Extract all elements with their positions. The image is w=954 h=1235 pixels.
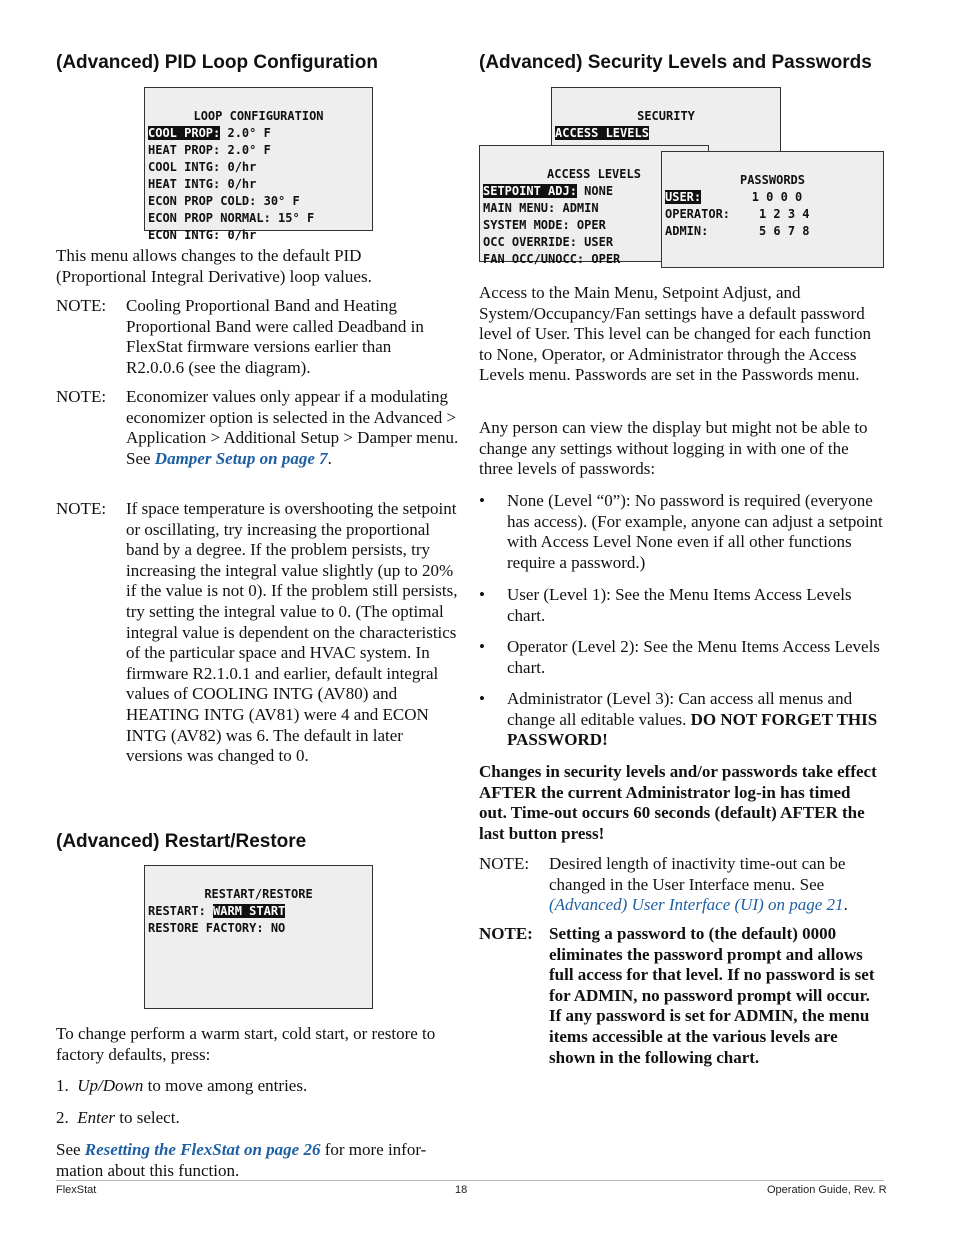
lcd-warm-start-selected: WARM START bbox=[213, 904, 286, 918]
lcd-econ-intg: ECON INTG: 0/hr bbox=[148, 228, 257, 242]
lcd-loop-configuration bbox=[144, 87, 373, 242]
footer-product: FlexStat bbox=[56, 1184, 97, 1196]
pid-note-1: Cooling Proportional Band and Heating Proportional Band were called Deadband in FlexStat firmware versions earlier than R2.0.0.6 (see the diagram). bbox=[126, 296, 424, 377]
lcd-econ-prop-normal: ECON PROP NORMAL: 15° F bbox=[148, 211, 315, 225]
heading-pid-loop: (Advanced) PID Loop Configuration bbox=[56, 52, 378, 73]
bullet-icon: • bbox=[479, 491, 485, 510]
lcd-access-levels-selected: ACCESS LEVELS bbox=[555, 126, 649, 140]
security-p1: Access to the Main Menu, Setpoint Adjust, and System/Occupancy/Fan settings have a default password level of User. This level can be changed for each function to None, Operator, or Administrator through the Access Levels menu. Passwords are set in the Passwords menu. bbox=[479, 283, 871, 385]
lcd-passwords bbox=[661, 151, 884, 268]
lcd-title: SECURITY bbox=[637, 109, 695, 123]
step-1: 1. Up/Down to move among entries. bbox=[56, 1076, 308, 1095]
lcd-heat-intg: HEAT INTG: 0/hr bbox=[148, 177, 257, 191]
pid-note-2: Economizer values only appear if a modulating economizer option is selected in the Advanced > Application > Additional Setup > Damper menu. See Damper Setup on page 7. bbox=[126, 387, 459, 468]
lcd-setpoint-adj-selected: SETPOINT ADJ: bbox=[483, 184, 577, 198]
lcd-cool-prop-value: 2.0° F bbox=[220, 126, 271, 140]
note-label: NOTE: bbox=[479, 854, 530, 873]
note-label: NOTE: bbox=[56, 499, 107, 518]
pid-note-3: If space temperature is overshooting the setpoint or oscillating, try increasing the proportional band by a degree. If the problem persists, try increasing the integral value slightly (up to 20% if the value is not 0). If the problem still persists, try setting the integral value to 0. (The optimal integral value is dependent on the characteristics of the particular space and HVAC system. In firmware R2.1.0.1 and earlier, default integral values of COOLING INTG (AV80) and HEATING INTG (AV81) were 4 and ECON INTG (AV82) was 6. The default in later versions was changed to 0. bbox=[126, 499, 458, 766]
lcd-restore-factory: RESTORE FACTORY: NO bbox=[148, 921, 286, 935]
lcd-occ-override: OCC OVERRIDE: USER bbox=[483, 235, 614, 249]
lcd-title: RESTART/RESTORE bbox=[204, 887, 313, 901]
lcd-title: PASSWORDS bbox=[739, 173, 806, 187]
restart-intro: To change perform a warm start, cold start, or restore to factory defaults, press: bbox=[56, 1024, 436, 1064]
security-p2: Any person can view the display but might not be able to change any settings without logging in with one of the three levels of passwords: bbox=[479, 418, 868, 479]
lcd-admin-label: ADMIN: bbox=[665, 224, 709, 238]
footer-guide: Operation Guide, Rev. R bbox=[767, 1184, 887, 1196]
step-2: 2. Enter to select. bbox=[56, 1108, 180, 1127]
note-label: NOTE: bbox=[56, 387, 107, 406]
bullet-administrator: Administrator (Level 3): Can access all menus and change all editable values. DO NOT FORGET THIS PASSWORD! bbox=[507, 689, 878, 750]
bullet-operator: Operator (Level 2): See the Menu Items Access Levels chart. bbox=[507, 637, 880, 677]
lcd-fan-occ-unocc: FAN OCC/UNOCC: OPER bbox=[483, 252, 621, 266]
lcd-cool-intg: COOL INTG: 0/hr bbox=[148, 160, 257, 174]
bullet-icon: • bbox=[479, 637, 485, 656]
lcd-system-mode: SYSTEM MODE: OPER bbox=[483, 218, 606, 232]
security-note-1: Desired length of inactivity time-out can be changed in the User Interface menu. See (Advanced) User Interface (UI) on page 21. bbox=[549, 854, 848, 915]
lcd-restart-label: RESTART: bbox=[148, 904, 214, 918]
resetting-flexstat-link[interactable]: Resetting the FlexStat on page 26 bbox=[84, 1140, 321, 1159]
pid-intro: This menu allows changes to the default PID (Proportional Integral Derivative) loop values. bbox=[56, 246, 372, 286]
lcd-main-menu: MAIN MENU: ADMIN bbox=[483, 201, 599, 215]
lcd-heat-prop: HEAT PROP: 2.0° F bbox=[148, 143, 271, 157]
heading-security: (Advanced) Security Levels and Passwords bbox=[479, 52, 872, 73]
damper-setup-link[interactable]: Damper Setup on page 7 bbox=[154, 448, 328, 468]
security-warning: Changes in security levels and/or passwords take effect AFTER the current Administrator log-in has timed out. Time-out occurs 60 seconds (default) AFTER the last button press! bbox=[479, 762, 877, 843]
bullet-user: User (Level 1): See the Menu Items Access Levels chart. bbox=[507, 585, 852, 625]
lcd-setpoint-adj-value: NONE bbox=[576, 184, 614, 198]
lcd-econ-prop-cold: ECON PROP COLD: 30° F bbox=[148, 194, 300, 208]
bullet-icon: • bbox=[479, 689, 485, 708]
lcd-title: ACCESS LEVELS bbox=[547, 167, 641, 181]
see-resetting: See Resetting the FlexStat on page 26 for more infor-mation about this function. bbox=[56, 1140, 427, 1180]
bullet-none: None (Level “0”): No password is required (everyone has access). (For example, anyone can adjust a setpoint with Access Level None even if all other functions require a password.) bbox=[507, 491, 883, 572]
heading-restart-restore: (Advanced) Restart/Restore bbox=[56, 831, 307, 852]
lcd-user-value: 1 0 0 0 bbox=[751, 190, 803, 204]
lcd-user-selected: USER: bbox=[665, 190, 702, 204]
lcd-restart-restore bbox=[144, 865, 373, 1009]
user-interface-link[interactable]: (Advanced) User Interface (UI) on page 21 bbox=[549, 895, 844, 915]
security-note-2: Setting a password to (the default) 0000 eliminates the password prompt and allows full access for that level. If no password is set for ADMIN, no password prompt will occur. If any password is set for ADMIN, the menu items accessible at the various levels are shown in the following chart. bbox=[549, 924, 875, 1067]
lcd-operator-label: OPERATOR: bbox=[665, 207, 731, 221]
lcd-admin-value: 5 6 7 8 bbox=[758, 224, 810, 238]
lcd-title: LOOP CONFIGURATION bbox=[193, 109, 324, 123]
bullet-icon: • bbox=[479, 585, 485, 604]
lcd-operator-value: 1 2 3 4 bbox=[758, 207, 810, 221]
footer-page-number: 18 bbox=[455, 1184, 468, 1196]
note-label: NOTE: bbox=[479, 924, 533, 943]
footer-rule bbox=[56, 1180, 884, 1181]
lcd-cool-prop-selected: COOL PROP: bbox=[148, 126, 221, 140]
note-label: NOTE: bbox=[56, 296, 107, 315]
